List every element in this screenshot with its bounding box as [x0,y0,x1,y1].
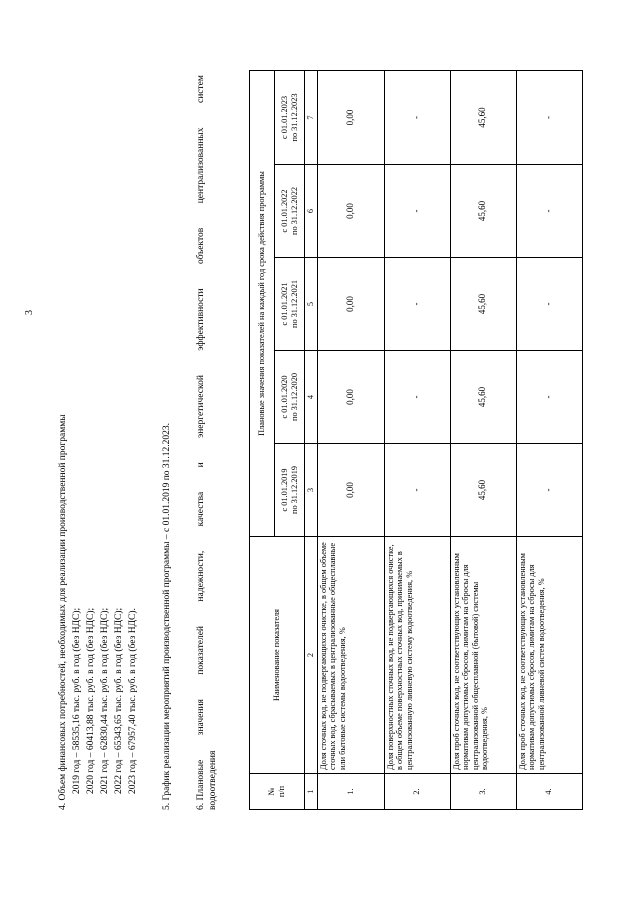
row-value: 45,60 [450,165,516,258]
finance-year-2021: 2021 год – 62830,44 тыс. руб. в год (без НДС); [100,607,110,794]
s6-word: значения [196,699,206,736]
row-value: - [384,444,450,537]
section-4-heading: 4. Объем финансовых потребностей, необходимых для реализации производственной программы [58,414,68,810]
s6-word: показателей [196,626,206,675]
header-period-2020: с 01.01.2020 по 31.12.2020 [275,351,305,444]
s6-word: и [196,462,206,468]
s6-word: централизованных [196,127,206,204]
section-6-heading [196,75,207,810]
row-value: 0,00 [317,71,384,165]
indicators-table [249,70,583,810]
header-period-2021: с 01.01.2021 по 31.12.2021 [275,258,305,351]
row-number: 3. [450,774,516,810]
col-number: 1 [305,774,318,810]
row-indicator-name: Доля проб сточных вод, не соответствующих установленным нормативам допустимых сбросов, лимитам на сбросы для централизованной ливневой систем водоотведения, % [516,537,582,774]
col-number: 7 [305,71,318,165]
s6-word: объектов [196,227,206,264]
s6-word: 6. Плановые [196,759,206,810]
row-number: 2. [384,774,450,810]
row-value: - [516,258,582,351]
row-value: 0,00 [317,444,384,537]
s6-word: качества [196,491,206,527]
row-indicator-name: Доля сточных вод, не подвергающихся очистке, в общем объеме сточных вод, сбрасываемых в централизованные общесплавные или бытовые системы водоотведения, % [317,537,384,774]
s6-word: систем [196,75,206,103]
finance-year-2019: 2019 год – 58535,16 тыс. руб. в год (без НДС); [72,607,82,794]
s6-word: энергетической [196,375,206,438]
row-value: - [516,71,582,165]
section-6-heading-cont: водоотведения [208,750,218,810]
table-row [317,71,384,810]
row-number: 4. [516,774,582,810]
row-value: 0,00 [317,258,384,351]
header-name: Наименование показателя [250,537,305,774]
row-indicator-name: Доля проб сточных вод, не соответствующих установленным нормативам допустимых сбросов, лимитам на сбросы для централизованной общесплавной (бытовой) системы водоотведения, % [450,537,516,774]
row-value: 0,00 [317,351,384,444]
col-number: 5 [305,258,318,351]
page-number: 3 [24,310,35,315]
header-group: Плановые значения показателей на каждый год срока действия программы [250,71,275,537]
row-value: - [384,165,450,258]
row-value: - [384,351,450,444]
row-number: 1. [317,774,384,810]
s6-word: эффективности [196,288,206,351]
header-period-2022: с 01.01.2022 по 31.12.2022 [275,165,305,258]
finance-year-2022: 2022 год – 65343,65 тыс. руб. в год (без НДС); [114,607,124,794]
finance-year-2020: 2020 год – 60413,88 тыс. руб. в год (без НДС); [86,607,96,794]
row-value: - [384,71,450,165]
col-number: 3 [305,444,318,537]
row-indicator-name: Доля поверхностных сточных вод, не подвергающихся очистке, в общем объеме поверхностных сточных вод, принимаемых в централизованную ливневую систему водоотведения, % [384,537,450,774]
table-row [516,71,582,810]
row-value: 45,60 [450,71,516,165]
col-number: 6 [305,165,318,258]
row-value: - [516,444,582,537]
header-period-2019: с 01.01.2019 по 31.12.2019 [275,444,305,537]
row-value: 0,00 [317,165,384,258]
row-value: - [516,351,582,444]
section-5-schedule: 5. График реализации мероприятий производственной программы – с 01.01.2019 по 31.12.2023. [162,422,172,810]
row-value: 45,60 [450,351,516,444]
row-value: 45,60 [450,444,516,537]
col-number: 2 [305,537,318,774]
s6-word: надежности, [196,550,206,602]
header-period-2023: с 01.01.2023 по 31.12.2023 [275,71,305,165]
row-value: - [516,165,582,258]
table-row [450,71,516,810]
row-value: - [384,258,450,351]
col-number: 4 [305,351,318,444]
row-value: 45,60 [450,258,516,351]
table-row [384,71,450,810]
header-no: № п/п [250,774,305,810]
finance-year-2023: 2023 год – 67957,40 тыс. руб. в год (без НДС). [128,608,138,794]
